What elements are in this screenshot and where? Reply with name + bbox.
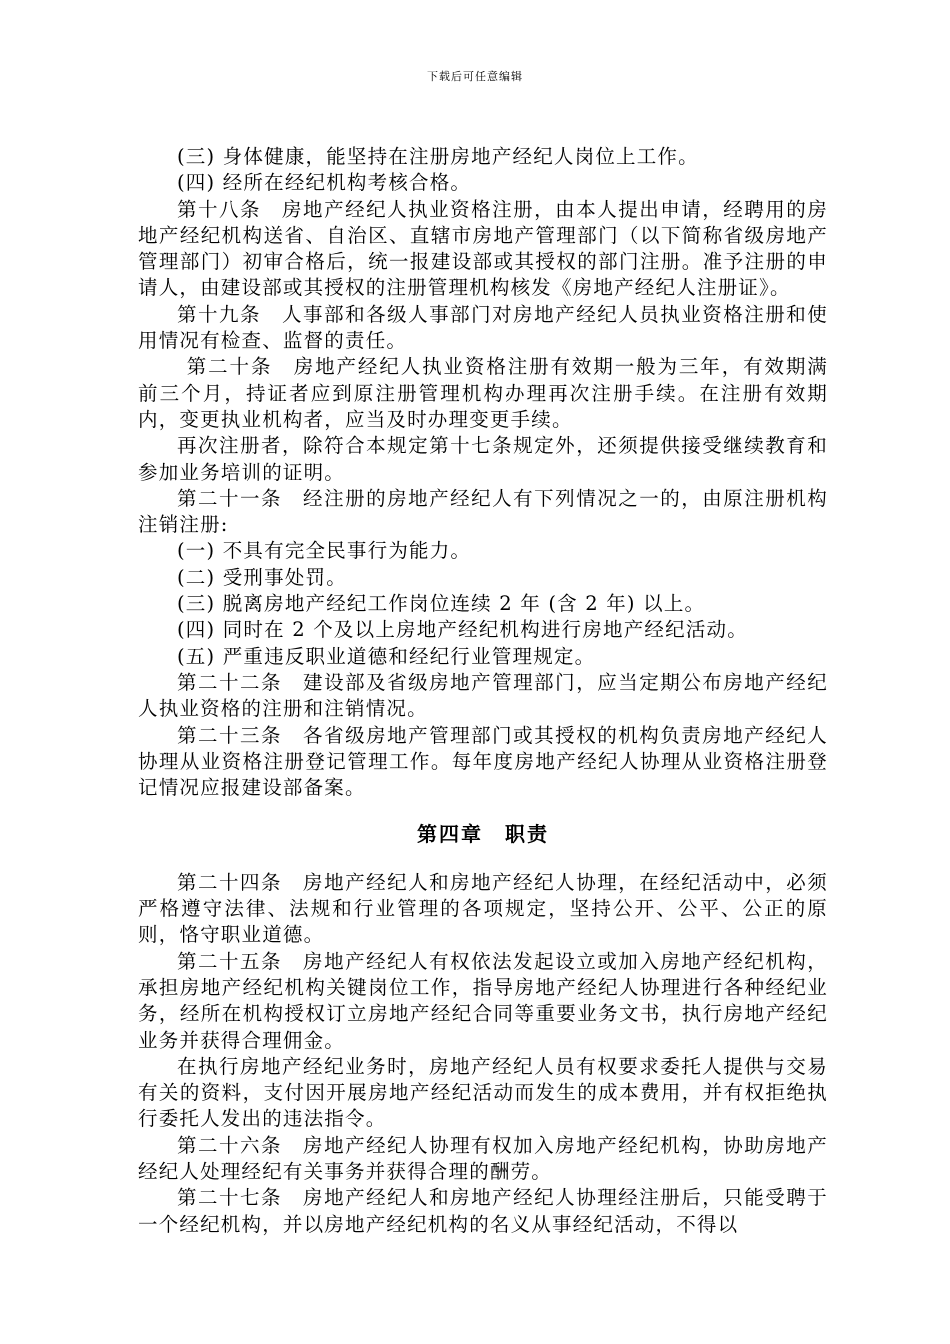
paragraph: (三) 身体健康，能坚持在注册房地产经纪人岗位上工作。 <box>177 145 699 168</box>
list-item: (三) 脱离房地产经纪工作岗位连续 2 年 (含 2 年) 以上。 <box>177 592 706 616</box>
article-23: 第二十三条 各省级房地产管理部门或其授权的机构负责房地产经纪人协理从业资格注册登记管理工作。每年度房地产经纪人协理从业资格注册登记情况应报建设部备案。 <box>138 723 828 800</box>
page-header: 下载后可任意编辑 <box>427 70 523 83</box>
article-18: 第十八条 房地产经纪人执业资格注册，由本人提出申请，经聘用的房地产经纪机构送省、自治区、直辖市房地产管理部门（以下简称省级房地产管理部门）初审合格后，统一报建设部或其授权的部门注册。准予注册的申请人，由建设部或其授权的注册管理机构核发《房地产经纪人注册证》。 <box>138 197 828 300</box>
article-21: 第二十一条 经注册的房地产经纪人有下列情况之一的，由原注册机构注销注册: <box>138 486 828 537</box>
paragraph: 在执行房地产经纪业务时，房地产经纪人员有权要求委托人提供与交易有关的资料，支付因开展房地产经纪活动而发生的成本费用，并有权拒绝执行委托人发出的违法指令。 <box>138 1054 828 1131</box>
list-item: (五) 严重违反职业道德和经纪行业管理规定。 <box>177 644 596 668</box>
article-20: 第二十条 房地产经纪人执业资格注册有效期一般为三年，有效期满前三个月，持证者应到原注册管理机构办理再次注册手续。在注册有效期内，变更执业机构者，应当及时办理变更手续。 <box>138 355 828 431</box>
list-item: (四) 同时在 2 个及以上房地产经纪机构进行房地产经纪活动。 <box>177 618 748 642</box>
document-body <box>138 144 828 1238</box>
article-27: 第二十七条 房地产经纪人和房地产经纪人协理经注册后，只能受聘于一个经纪机构，并以房地产经纪机构的名义从事经纪活动，不得以 <box>138 1186 828 1236</box>
article-22: 第二十二条 建设部及省级房地产管理部门，应当定期公布房地产经纪人执业资格的注册和注销情况。 <box>138 670 828 721</box>
article-19: 第十九条 人事部和各级人事部门对房地产经纪人员执业资格注册和使用情况有检查、监督的责任。 <box>138 302 828 353</box>
list-item: (二) 受刑事处罚。 <box>177 565 347 589</box>
list-item: (一) 不具有完全民事行为能力。 <box>177 539 472 563</box>
chapter-title: 第四章 职责 <box>417 822 549 847</box>
paragraph: 再次注册者，除符合本规定第十七条规定外，还须提供接受继续教育和参加业务培训的证明。 <box>138 434 828 484</box>
article-25: 第二十五条 房地产经纪人有权依法发起设立或加入房地产经纪机构，承担房地产经纪机构关键岗位工作，指导房地产经纪人协理进行各种经纪业务，经所在机构授权订立房地产经纪合同等重要业务文书，执行房地产经纪业务并获得合理佣金。 <box>138 949 828 1052</box>
article-24: 第二十四条 房地产经纪人和房地产经纪人协理，在经纪活动中，必须严格遵守法律、法规和行业管理的各项规定，坚持公开、公平、公正的原则，恪守职业道德。 <box>138 870 828 947</box>
paragraph: (四) 经所在经纪机构考核合格。 <box>177 171 472 195</box>
article-26: 第二十六条 房地产经纪人协理有权加入房地产经纪机构，协助房地产经纪人处理经纪有关事务并获得合理的酬劳。 <box>138 1133 828 1183</box>
